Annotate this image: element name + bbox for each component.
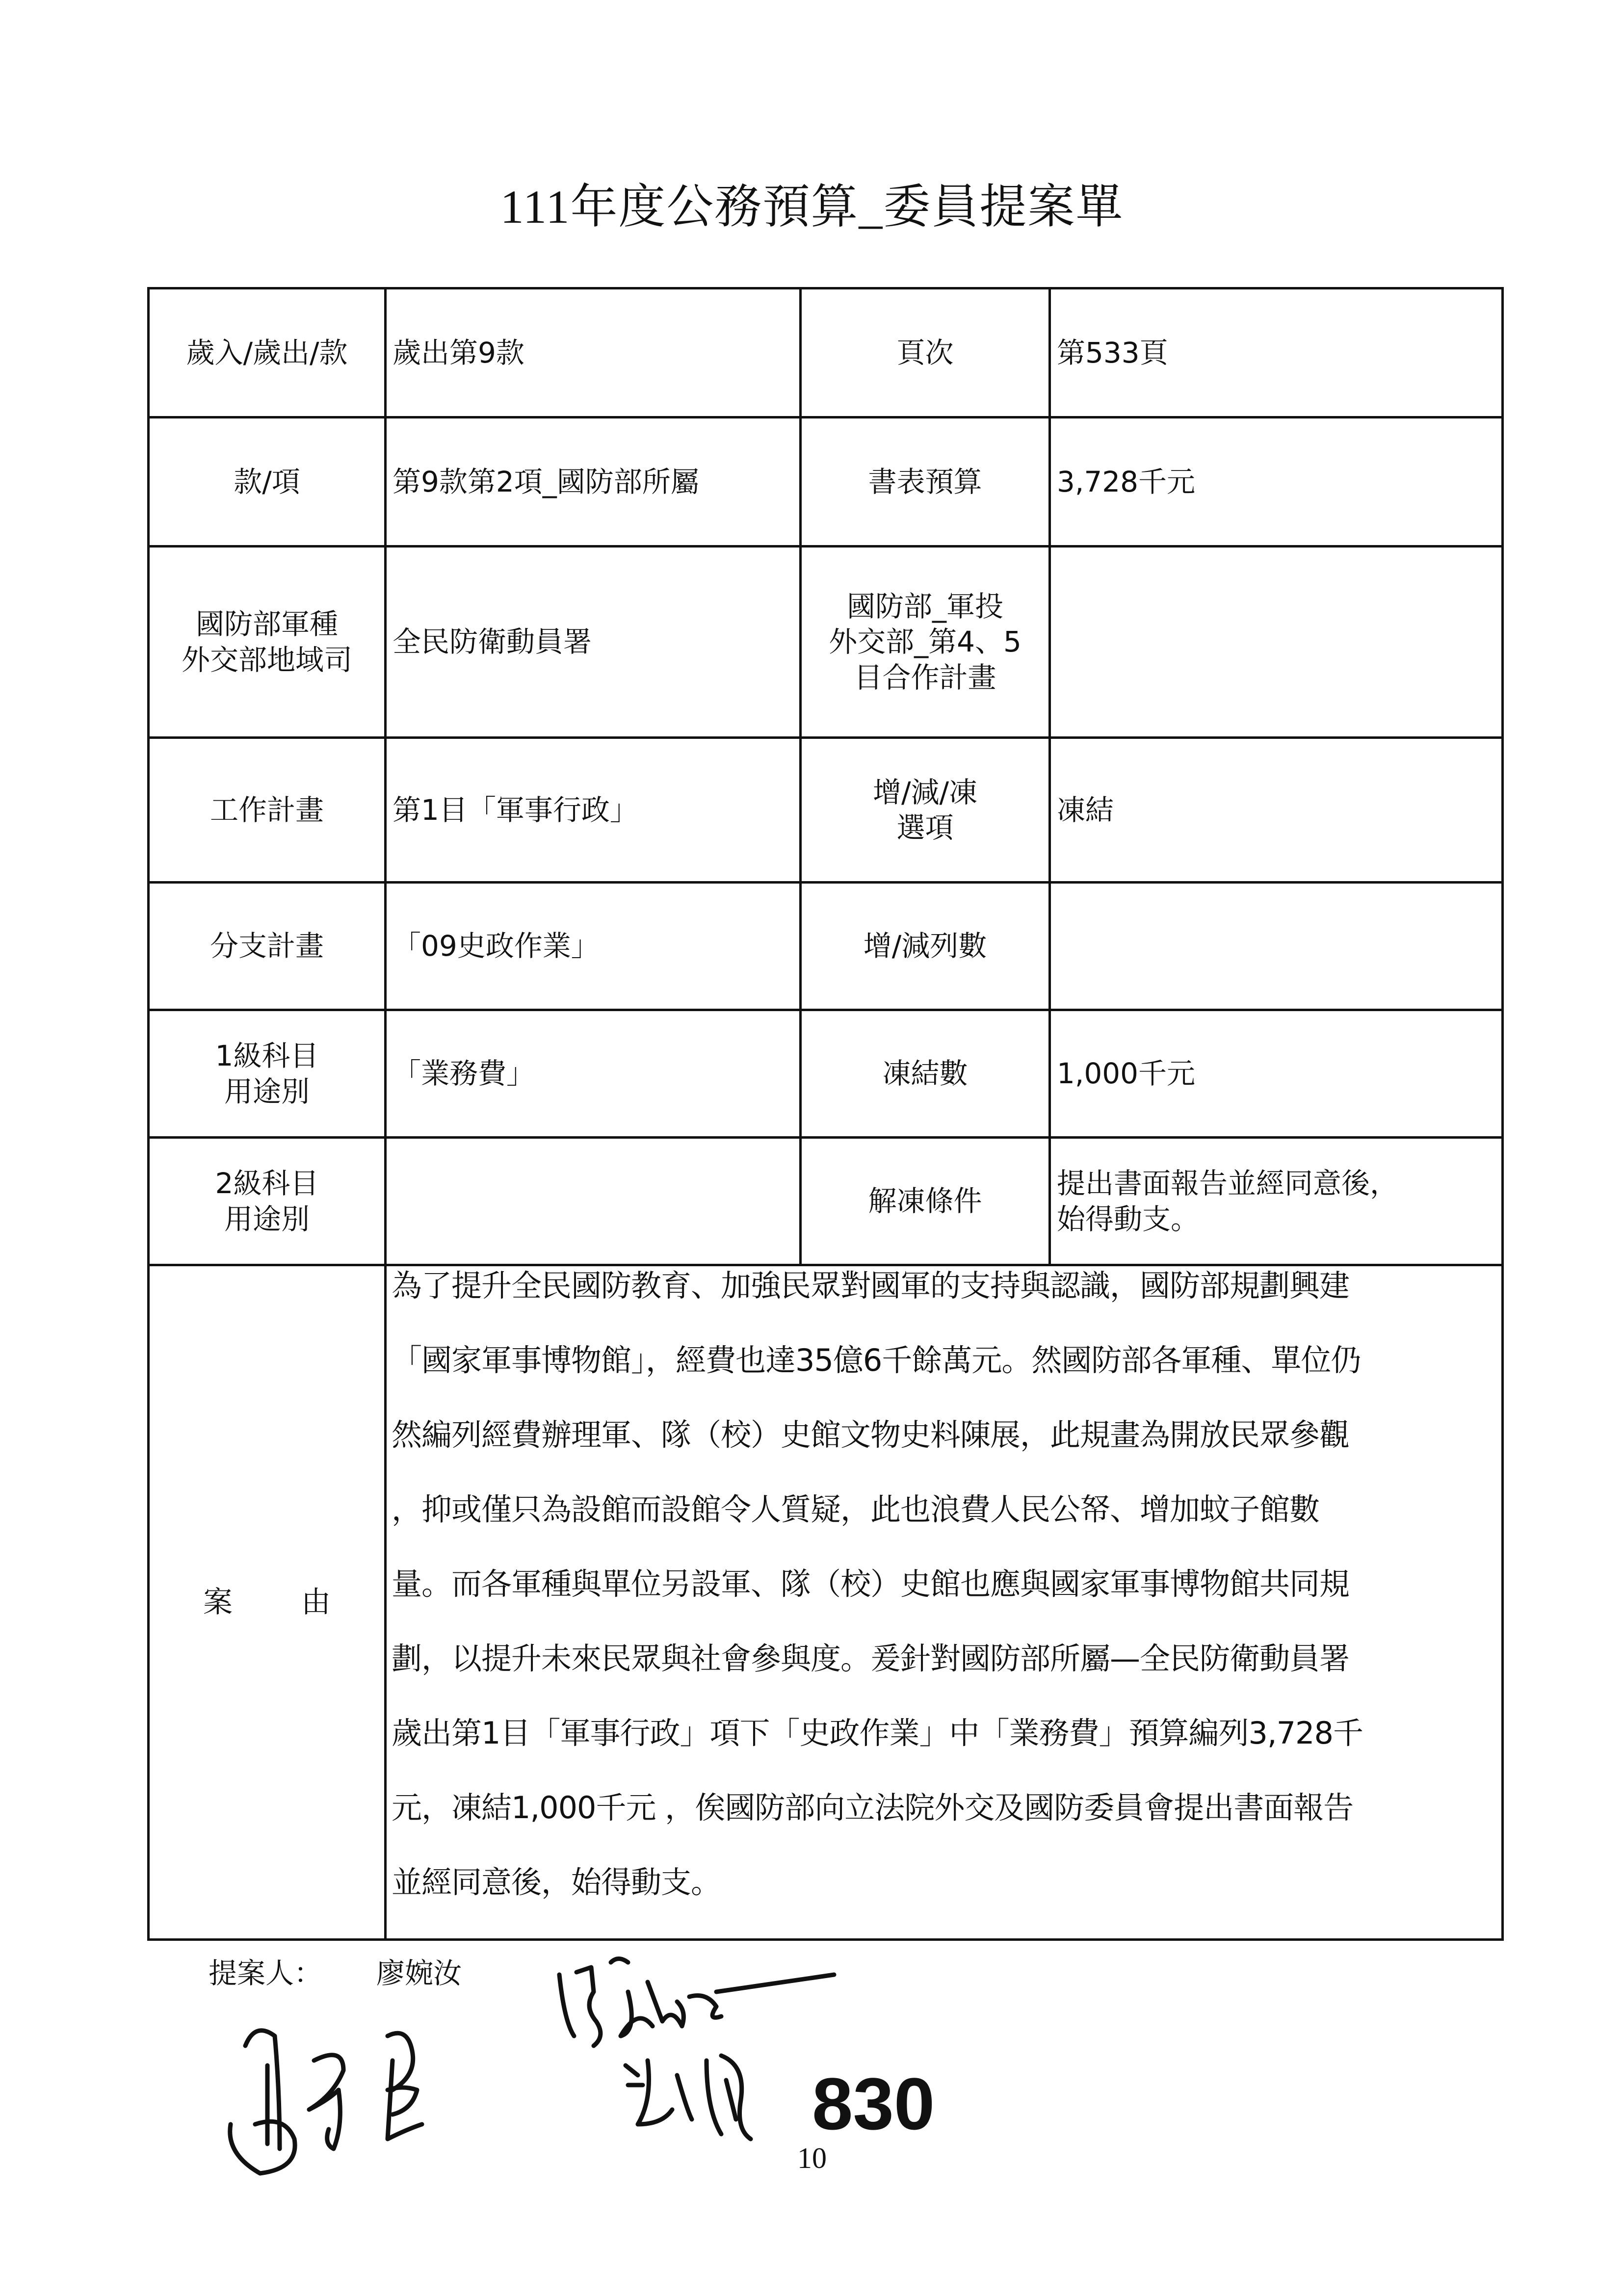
- value-line: 始得動支。: [1057, 1202, 1200, 1236]
- form-row-level1-subject: [149, 1010, 1503, 1138]
- label-line: 國防部_軍投: [846, 589, 1003, 623]
- handwritten-signature-3: [626, 2056, 751, 2139]
- proposer: [209, 1950, 462, 1991]
- label-line: 選項: [896, 811, 954, 844]
- reason-line: 量。而各軍種與單位另設軍、隊（校）史館也應與國家軍事博物館共同規: [392, 1566, 1350, 1602]
- value-branch-plan: 「09史政作業」: [386, 883, 801, 1010]
- handwritten-note: 830: [812, 2062, 935, 2145]
- form-row-agency: [149, 547, 1503, 738]
- reason-line: ，抑或僅只為設館而設館令人質疑，此也浪費人民公帑、增加蚊子館數: [392, 1491, 1320, 1527]
- value-revenue-expense-section: 歲出第9款: [386, 288, 801, 417]
- label-statement-budget: 書表預算: [801, 417, 1050, 547]
- label-line: 2級科目: [215, 1167, 319, 1200]
- reason-line: 為了提升全民國防教育、加強民眾對國軍的支持與認識，國防部規劃興建: [392, 1268, 1350, 1304]
- form-row-level2-subject: [149, 1138, 1503, 1265]
- value-adjust-option: 凍結: [1050, 738, 1503, 883]
- value-work-plan: 第1目「軍事行政」: [386, 738, 801, 883]
- label-adjust-option: [801, 738, 1050, 883]
- handwritten-signature-1: [559, 1959, 834, 2046]
- label-frozen-amount: 凍結數: [801, 1010, 1050, 1138]
- proposal-form-table: [147, 287, 1504, 1941]
- reason-line: 劃，以提升未來民眾與社會參與度。爰針對國防部所屬—全民防衛動員署: [392, 1641, 1350, 1676]
- label-line: 國防部軍種: [195, 607, 338, 641]
- label-line: 用途別: [224, 1202, 310, 1236]
- value-unfreeze-condition: [1050, 1138, 1503, 1265]
- reason-line: 並經同意後，始得動支。: [392, 1864, 721, 1900]
- reason-line: 歲出第1目「軍事行政」項下「史政作業」中「業務費」預算編列3,728千: [392, 1715, 1363, 1751]
- label-page: 頁次: [801, 288, 1050, 417]
- label-section-item: 款/項: [149, 417, 386, 547]
- document-title: 111年度公務預算_委員提案單: [500, 181, 1124, 233]
- label-line: 增/減/凍: [872, 775, 978, 809]
- label-line: 外交部地域司: [181, 643, 352, 677]
- label-unfreeze-condition: 解凍條件: [801, 1138, 1050, 1265]
- value-statement-budget: 3,728千元: [1050, 417, 1503, 547]
- label-line: 外交部_第4、5: [829, 625, 1022, 659]
- label-level2-subject: [149, 1138, 386, 1265]
- label-military-branch-region: [149, 547, 386, 738]
- page-number: 10: [797, 2142, 827, 2174]
- value-section-item: 第9款第2項_國防部所屬: [386, 417, 801, 547]
- reason-line: 元，凍結1,000千元 ，俟國防部向立法院外交及國防委員會提出書面報告: [392, 1790, 1354, 1826]
- label-reason: [149, 1265, 386, 1940]
- value-adjust-amount: [1050, 883, 1503, 1010]
- reason-line: 「國家軍事博物館」，經費也達35億6千餘萬元。然國防部各軍種、單位仍: [392, 1342, 1361, 1378]
- proposer-name: 廖婉汝: [376, 1957, 462, 1990]
- label-work-plan: 工作計畫: [149, 738, 386, 883]
- value-cooperation-plan: [1050, 547, 1503, 738]
- value-page: 第533頁: [1050, 288, 1503, 417]
- value-agency: 全民防衛動員署: [386, 547, 801, 738]
- form-row-reason: [149, 1265, 1503, 1940]
- label-reason-char: 案: [203, 1585, 233, 1619]
- label-line: 用途別: [224, 1074, 310, 1108]
- label-cooperation-plan: [801, 547, 1050, 738]
- value-line: 提出書面報告並經同意後，: [1057, 1167, 1399, 1200]
- value-frozen-amount: 1,000千元: [1050, 1010, 1503, 1138]
- reason-line: 然編列經費辦理軍、隊（校）史館文物史料陳展，此規畫為開放民眾參觀: [392, 1417, 1350, 1453]
- label-adjust-amount: 增/減列數: [801, 883, 1050, 1010]
- label-line: 目合作計畫: [854, 660, 996, 694]
- value-level1-subject: 「業務費」: [386, 1010, 801, 1138]
- form-row-section-item: [149, 417, 1503, 547]
- label-line: 1級科目: [215, 1039, 319, 1072]
- form-row-budget-section: [149, 288, 1503, 417]
- form-row-branch-plan: [149, 883, 1503, 1010]
- proposer-label: 提案人：: [209, 1957, 323, 1990]
- reason-text: [386, 1265, 1503, 1940]
- label-level1-subject: [149, 1010, 386, 1138]
- form-row-work-plan: [149, 738, 1503, 883]
- label-revenue-expense-section: 歲入/歲出/款: [149, 288, 386, 417]
- label-reason-char: 由: [301, 1585, 331, 1619]
- label-branch-plan: 分支計畫: [149, 883, 386, 1010]
- value-level2-subject: [386, 1138, 801, 1265]
